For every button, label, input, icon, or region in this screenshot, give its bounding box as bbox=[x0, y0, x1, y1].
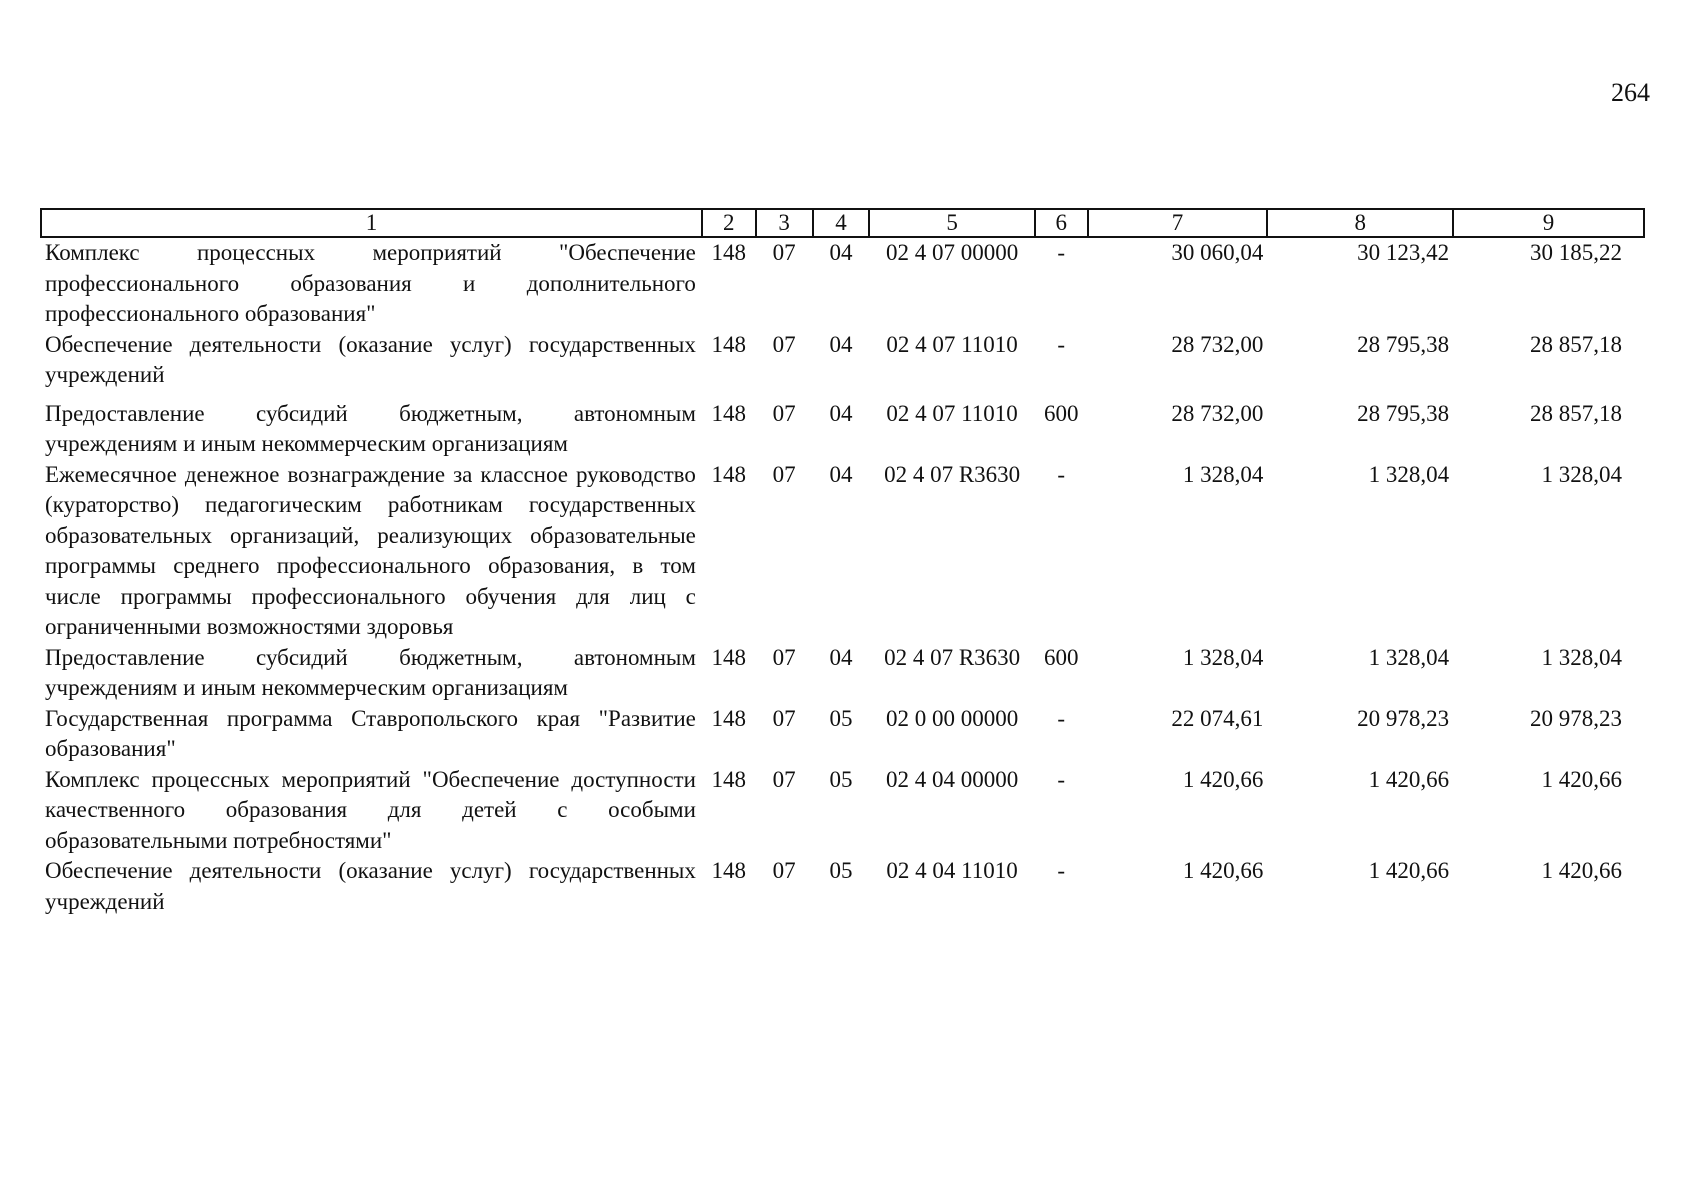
cell-col-5: 02 0 00 00000 bbox=[885, 705, 1019, 731]
header-col-2: 2 bbox=[702, 209, 756, 237]
row-description: Предоставление субсидий бюджетным, автономным учреждениям и иным некоммерческим организациям bbox=[45, 400, 696, 456]
table-row bbox=[41, 237, 1644, 330]
cell-col-8: 30 123,42 bbox=[1357, 240, 1450, 265]
cell-col-2: 148 bbox=[711, 400, 747, 426]
cell-col-3: 07 bbox=[772, 461, 796, 487]
cell-col-8: 1 328,04 bbox=[1368, 461, 1450, 487]
cell-col-2: 148 bbox=[711, 766, 747, 792]
cell-col-8: 1 420,66 bbox=[1368, 858, 1450, 883]
cell-col-3: 07 bbox=[772, 331, 796, 357]
cell-col-5: 02 4 07 R3630 bbox=[884, 644, 1021, 670]
cell-col-9: 1 328,04 bbox=[1541, 461, 1622, 487]
budget-table bbox=[40, 208, 1645, 917]
cell-col-6: - bbox=[1057, 858, 1066, 883]
cell-col-6: - bbox=[1057, 240, 1066, 265]
cell-col-4: 04 bbox=[829, 644, 853, 670]
table-row bbox=[41, 643, 1644, 704]
header-col-1: 1 bbox=[41, 209, 702, 237]
cell-col-5: 02 4 07 11010 bbox=[886, 331, 1018, 357]
cell-col-5: 02 4 04 11010 bbox=[886, 858, 1018, 883]
cell-col-9: 28 857,18 bbox=[1530, 331, 1622, 357]
cell-col-3: 07 bbox=[772, 400, 796, 426]
cell-col-9: 1 420,66 bbox=[1541, 858, 1622, 883]
cell-col-2: 148 bbox=[711, 858, 747, 883]
header-col-8: 8 bbox=[1267, 209, 1453, 237]
table-row bbox=[41, 704, 1644, 765]
cell-col-2: 148 bbox=[711, 331, 747, 357]
cell-col-8: 28 795,38 bbox=[1357, 400, 1450, 426]
cell-col-3: 07 bbox=[772, 240, 796, 265]
cell-col-7: 1 420,66 bbox=[1182, 766, 1264, 792]
cell-col-3: 07 bbox=[772, 858, 796, 883]
header-col-3: 3 bbox=[756, 209, 813, 237]
cell-col-6: 600 bbox=[1043, 400, 1079, 426]
cell-col-9: 20 978,23 bbox=[1530, 705, 1622, 731]
cell-col-8: 1 420,66 bbox=[1368, 766, 1450, 792]
row-description: Комплекс процессных мероприятий "Обеспечение доступности качественного образования для детей с особыми образовательными потребностями" bbox=[45, 766, 696, 853]
table-row bbox=[41, 460, 1644, 643]
cell-col-4: 04 bbox=[829, 461, 853, 487]
cell-col-4: 04 bbox=[829, 240, 853, 265]
page-number: 264 bbox=[1611, 78, 1650, 107]
cell-col-9: 30 185,22 bbox=[1530, 240, 1622, 265]
row-description: Предоставление субсидий бюджетным, автономным учреждениям и иным некоммерческим организациям bbox=[45, 644, 696, 700]
table-row bbox=[41, 391, 1644, 460]
cell-col-6: - bbox=[1057, 461, 1066, 487]
cell-col-3: 07 bbox=[772, 644, 796, 670]
cell-col-4: 04 bbox=[829, 331, 853, 357]
row-description: Государственная программа Ставропольского края "Развитие образования" bbox=[45, 705, 696, 761]
table-row bbox=[41, 330, 1644, 391]
cell-col-7: 28 732,00 bbox=[1171, 400, 1264, 426]
cell-col-5: 02 4 07 11010 bbox=[886, 400, 1018, 426]
header-col-5: 5 bbox=[869, 209, 1034, 237]
row-description: Обеспечение деятельности (оказание услуг) государственных учреждений bbox=[45, 858, 696, 914]
row-description: Ежемесячное денежное вознаграждение за классное руководство (кураторство) педагогическим работникам государственных образовательных организаций, реализующих образовательные программы среднего профессионального образования, в том числе программы профессионального обучения для лиц с ограниченными возможностями здоровья bbox=[45, 461, 696, 639]
cell-col-6: - bbox=[1057, 766, 1066, 792]
table-row bbox=[41, 765, 1644, 857]
cell-col-4: 05 bbox=[829, 766, 853, 792]
cell-col-6: - bbox=[1057, 331, 1066, 357]
cell-col-4: 04 bbox=[829, 400, 853, 426]
cell-col-8: 1 328,04 bbox=[1368, 644, 1450, 670]
header-row bbox=[41, 209, 1644, 237]
cell-col-7: 1 328,04 bbox=[1182, 644, 1264, 670]
cell-col-6: 600 bbox=[1043, 644, 1079, 670]
cell-col-4: 05 bbox=[829, 705, 853, 731]
cell-col-9: 1 328,04 bbox=[1541, 644, 1622, 670]
cell-col-3: 07 bbox=[772, 705, 796, 731]
cell-col-8: 28 795,38 bbox=[1357, 331, 1450, 357]
cell-col-2: 148 bbox=[711, 240, 747, 265]
header-col-4: 4 bbox=[813, 209, 870, 237]
cell-col-5: 02 4 07 R3630 bbox=[884, 461, 1021, 487]
cell-col-3: 07 bbox=[772, 766, 796, 792]
header-col-7: 7 bbox=[1088, 209, 1268, 237]
cell-col-5: 02 4 04 00000 bbox=[885, 766, 1019, 792]
cell-col-9: 28 857,18 bbox=[1530, 400, 1622, 426]
row-description: Обеспечение деятельности (оказание услуг) государственных учреждений bbox=[45, 331, 696, 387]
cell-col-2: 148 bbox=[711, 644, 747, 670]
header-col-6: 6 bbox=[1035, 209, 1088, 237]
cell-col-7: 28 732,00 bbox=[1171, 331, 1264, 357]
cell-col-5: 02 4 07 00000 bbox=[885, 240, 1019, 265]
cell-col-7: 1 420,66 bbox=[1182, 858, 1264, 883]
row-description: Комплекс процессных мероприятий "Обеспечение профессионального образования и дополнительного профессионального образования" bbox=[45, 240, 696, 326]
cell-col-7: 1 328,04 bbox=[1182, 461, 1264, 487]
table-row bbox=[41, 856, 1644, 917]
cell-col-4: 05 bbox=[829, 858, 853, 883]
cell-col-2: 148 bbox=[711, 461, 747, 487]
cell-col-8: 20 978,23 bbox=[1357, 705, 1450, 731]
cell-col-6: - bbox=[1057, 705, 1066, 731]
cell-col-7: 30 060,04 bbox=[1171, 240, 1264, 265]
header-col-9: 9 bbox=[1453, 209, 1644, 237]
cell-col-9: 1 420,66 bbox=[1541, 766, 1622, 792]
cell-col-7: 22 074,61 bbox=[1171, 705, 1264, 731]
cell-col-2: 148 bbox=[711, 705, 747, 731]
